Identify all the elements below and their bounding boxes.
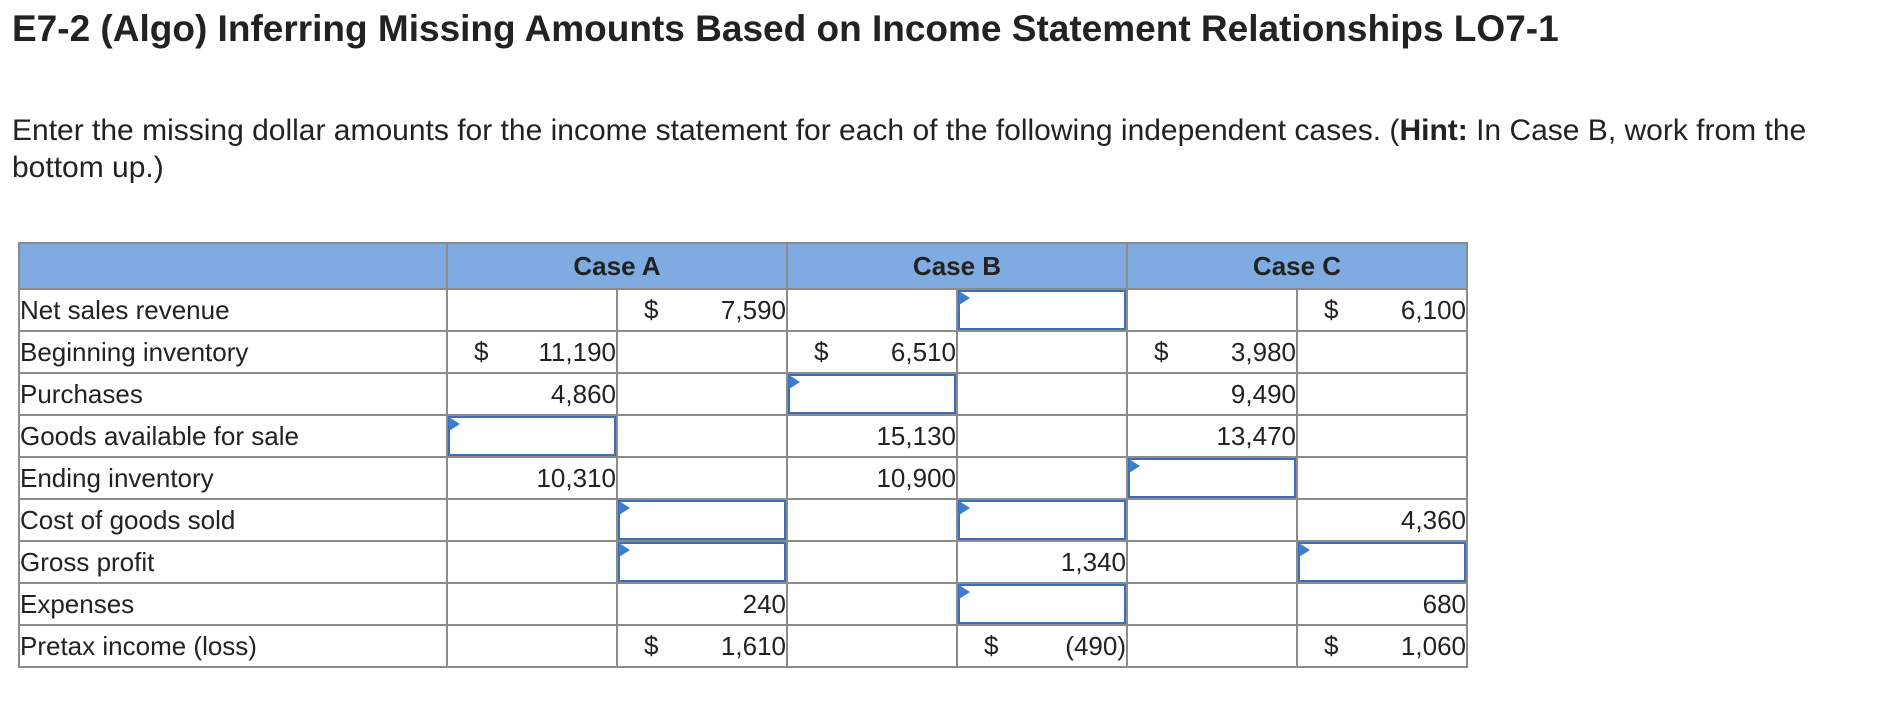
- a-cogs-cell: [617, 499, 787, 541]
- a-pretax-inner-cell: [447, 625, 617, 667]
- c-purchases-cell: [1127, 373, 1297, 415]
- c-cogs-cell: [1297, 499, 1467, 541]
- c-expenses-inner-cell: [1127, 583, 1297, 625]
- a-cogs-inner-cell: [447, 499, 617, 541]
- b-net-sales-input[interactable]: [958, 290, 1126, 330]
- a-beginning-inventory-cell: [447, 331, 617, 373]
- a-beginning-inventory-outer-cell: [617, 331, 787, 373]
- c-gross-profit-cell: [1297, 541, 1467, 583]
- instructions-text: Enter the missing dollar amounts for the income statement for each of the following independent cases. (: [12, 114, 1400, 147]
- c-goods-available-value: 13,470: [1216, 420, 1296, 451]
- b-pretax-inner-cell: [787, 625, 957, 667]
- row-label: Net sales revenue: [19, 289, 447, 331]
- b-purchases-outer-cell: [957, 373, 1127, 415]
- dollar-sign: $: [474, 336, 489, 367]
- b-goods-available-outer-cell: [957, 415, 1127, 457]
- row-cost-of-goods-sold: [19, 499, 1467, 541]
- c-pretax-value: 1,060: [1400, 630, 1466, 661]
- a-net-sales-cell: [617, 289, 787, 331]
- a-expenses-inner-cell: [447, 583, 617, 625]
- a-pretax-value: 1,610: [720, 630, 786, 661]
- hint-label: Hint:: [1399, 114, 1468, 147]
- b-gross-profit-cell: [957, 541, 1127, 583]
- c-ending-inventory-outer-cell: [1297, 457, 1467, 499]
- a-goods-available-input[interactable]: [448, 416, 616, 456]
- row-beginning-inventory: [19, 331, 1467, 373]
- b-cogs-input[interactable]: [958, 500, 1126, 540]
- row-ending-inventory: [19, 457, 1467, 499]
- header-case-b: Case B: [787, 243, 1127, 289]
- b-beginning-inventory-cell: [787, 331, 957, 373]
- row-label: Goods available for sale: [19, 415, 447, 457]
- income-statement-table: [18, 242, 1468, 668]
- row-label: Pretax income (loss): [19, 625, 447, 667]
- b-goods-available-value: 15,130: [876, 420, 956, 451]
- b-cogs-inner-cell: [787, 499, 957, 541]
- a-expenses-value: 240: [742, 588, 786, 619]
- c-net-sales-value: 6,100: [1400, 294, 1466, 325]
- c-beginning-inventory-cell: [1127, 331, 1297, 373]
- c-ending-inventory-cell: [1127, 457, 1297, 499]
- table-header-row: [19, 243, 1467, 289]
- a-gross-profit-inner-cell: [447, 541, 617, 583]
- c-purchases-outer-cell: [1297, 373, 1467, 415]
- c-expenses-value: 680: [1422, 588, 1466, 619]
- b-purchases-input[interactable]: [788, 374, 956, 414]
- instructions: [12, 112, 1882, 186]
- a-ending-inventory-outer-cell: [617, 457, 787, 499]
- row-label: Beginning inventory: [19, 331, 447, 373]
- c-beginning-inventory-outer-cell: [1297, 331, 1467, 373]
- a-purchases-value: 4,860: [550, 378, 616, 409]
- row-purchases: [19, 373, 1467, 415]
- c-beginning-inventory-value: 3,980: [1230, 336, 1296, 367]
- b-net-sales-inner-cell: [787, 289, 957, 331]
- a-beginning-inventory-value: 11,190: [538, 336, 616, 367]
- c-net-sales-inner-cell: [1127, 289, 1297, 331]
- dollar-sign: $: [1324, 294, 1339, 325]
- header-label-cell: [19, 243, 447, 289]
- row-goods-available-for-sale: [19, 415, 1467, 457]
- row-label: Cost of goods sold: [19, 499, 447, 541]
- b-goods-available-cell: [787, 415, 957, 457]
- b-expenses-inner-cell: [787, 583, 957, 625]
- row-net-sales-revenue: [19, 289, 1467, 331]
- a-net-sales-inner-cell: [447, 289, 617, 331]
- b-cogs-cell: [957, 499, 1127, 541]
- row-expenses: [19, 583, 1467, 625]
- b-pretax-cell: [957, 625, 1127, 667]
- c-net-sales-cell: [1297, 289, 1467, 331]
- dollar-sign: $: [644, 294, 659, 325]
- c-pretax-cell: [1297, 625, 1467, 667]
- b-expenses-input[interactable]: [958, 584, 1126, 624]
- c-cogs-value: 4,360: [1400, 504, 1466, 535]
- b-purchases-cell: [787, 373, 957, 415]
- c-gross-profit-input[interactable]: [1298, 542, 1466, 582]
- row-label: Expenses: [19, 583, 447, 625]
- c-goods-available-cell: [1127, 415, 1297, 457]
- b-expenses-cell: [957, 583, 1127, 625]
- dollar-sign: $: [984, 630, 999, 661]
- header-case-a: Case A: [447, 243, 787, 289]
- b-ending-inventory-outer-cell: [957, 457, 1127, 499]
- c-gross-profit-inner-cell: [1127, 541, 1297, 583]
- a-gross-profit-input[interactable]: [618, 542, 786, 582]
- b-ending-inventory-cell: [787, 457, 957, 499]
- b-net-sales-cell: [957, 289, 1127, 331]
- dollar-sign: $: [1154, 336, 1169, 367]
- row-label: Gross profit: [19, 541, 447, 583]
- b-gross-profit-value: 1,340: [1060, 546, 1126, 577]
- a-purchases-cell: [447, 373, 617, 415]
- c-goods-available-outer-cell: [1297, 415, 1467, 457]
- a-pretax-cell: [617, 625, 787, 667]
- a-gross-profit-cell: [617, 541, 787, 583]
- a-goods-available-outer-cell: [617, 415, 787, 457]
- b-beginning-inventory-outer-cell: [957, 331, 1127, 373]
- b-beginning-inventory-value: 6,510: [890, 336, 956, 367]
- dollar-sign: $: [814, 336, 829, 367]
- b-gross-profit-inner-cell: [787, 541, 957, 583]
- dollar-sign: $: [1324, 630, 1339, 661]
- row-label: Purchases: [19, 373, 447, 415]
- hint-text: In Case B, work from the bottom up.): [12, 114, 1807, 184]
- b-pretax-value: (490): [1065, 630, 1126, 661]
- a-cogs-input[interactable]: [618, 500, 786, 540]
- a-net-sales-value: 7,590: [720, 294, 786, 325]
- a-ending-inventory-value: 10,310: [536, 462, 616, 493]
- row-label: Ending inventory: [19, 457, 447, 499]
- c-cogs-inner-cell: [1127, 499, 1297, 541]
- row-gross-profit: [19, 541, 1467, 583]
- b-ending-inventory-value: 10,900: [876, 462, 956, 493]
- c-purchases-value: 9,490: [1230, 378, 1296, 409]
- c-ending-inventory-input[interactable]: [1128, 458, 1296, 498]
- c-pretax-inner-cell: [1127, 625, 1297, 667]
- page-title: E7-2 (Algo) Inferring Missing Amounts Based on Income Statement Relationships LO7-1: [12, 8, 1559, 49]
- a-expenses-cell: [617, 583, 787, 625]
- dollar-sign: $: [644, 630, 659, 661]
- a-purchases-outer-cell: [617, 373, 787, 415]
- header-case-c: Case C: [1127, 243, 1467, 289]
- row-pretax-income: [19, 625, 1467, 667]
- a-goods-available-cell: [447, 415, 617, 457]
- a-ending-inventory-cell: [447, 457, 617, 499]
- c-expenses-cell: [1297, 583, 1467, 625]
